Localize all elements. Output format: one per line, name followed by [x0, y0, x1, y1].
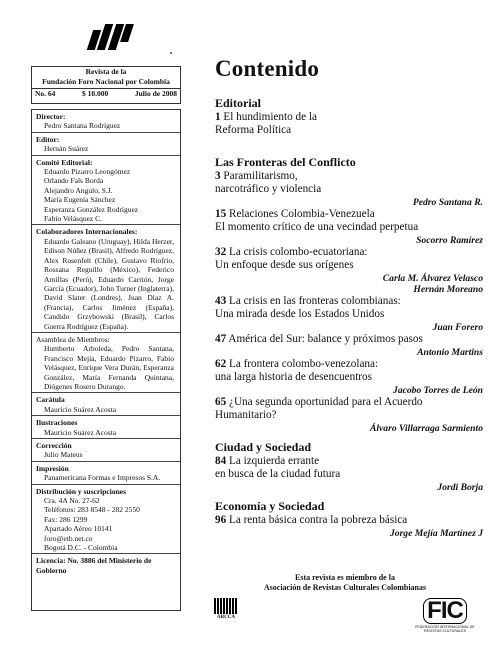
section-heading: Economía y Sociedad [215, 499, 325, 513]
section-heading: Ciudad y Sociedad [215, 440, 312, 454]
arcca-logo [214, 598, 238, 624]
foro-logo [86, 18, 134, 54]
comite-name: Alejandro Angulo, S.J. [44, 185, 113, 195]
entry-author: Antonio Martins [417, 347, 483, 358]
entry-title-line: ¿Una segunda oportunidad para el Acuerdo [228, 396, 423, 408]
page-number: 47 [215, 333, 227, 345]
correccion-label: Corrección [36, 441, 72, 450]
ilustraciones-value: Mauricio Suárez Acosta [44, 427, 117, 437]
entry-title-line: Un enfoque desde sus orígenes [215, 259, 354, 271]
caratula-label: Carátula [36, 395, 65, 405]
table-of-contents [215, 56, 483, 539]
staff-box [31, 109, 181, 611]
issue-number: No. 64 [35, 89, 56, 98]
licencia-text: Licencia: No. 3886 del Ministerio de Gobierno [36, 556, 152, 575]
entry-title-line: Reforma Política [215, 124, 292, 136]
page-number: 3 [215, 170, 221, 182]
city-line: Bogotá D.C. - Colombia [44, 543, 118, 553]
entry-author: Pedro Santana R. [412, 197, 483, 208]
toc-title: Contenido [215, 56, 320, 81]
page-number: 84 [215, 455, 227, 467]
director-label: Director: [36, 112, 66, 121]
caratula-section [32, 392, 180, 415]
impresion-label: Impresión [36, 463, 69, 473]
entry-title-line: La crisis colombo-ecuatoriana: [228, 246, 368, 258]
member-line1: Esta revista es miembro de la [295, 573, 395, 582]
colaboradores-label: Colaboradores Internacionales: [36, 227, 138, 237]
impresion-value: Panamericana Formas e Impresos S.A. [44, 473, 161, 483]
comite-name: Eduardo Pizarro Leongómez [44, 167, 131, 177]
email-line: foro@etb.net.co [44, 533, 93, 543]
page-number: 1 [215, 111, 221, 123]
member-line2: Asociación de Revistas Culturales Colombianas [263, 583, 427, 592]
editor-label: Editor: [36, 134, 60, 144]
editor-section [32, 132, 180, 155]
comite-name: María Eugenia Sánchez [44, 195, 116, 205]
entry-author: Hernán Moreano [413, 284, 483, 295]
comite-name: Fabio Velásquez C. [44, 214, 102, 224]
toc-entry [215, 455, 483, 481]
entry-author: Álvaro Villarraga Sarmiento [369, 423, 483, 434]
comite-label: Comité Editorial: [36, 157, 93, 167]
distribucion-label: Distribución y suscripciones [36, 486, 127, 496]
page-number: 32 [215, 246, 227, 258]
asamblea-text: Humberto Arboleda, Pedro Santana, Francisco Mejía, Eduardo Pizarro, Fabio Velásquez, Enrique Vera Durán, Esperanza González, María Fernanda Quintana, Diógenes Rosero Durango. [44, 344, 174, 391]
licencia-section [32, 553, 180, 576]
caratula-value: Mauricio Suárez Acosta [44, 404, 117, 414]
entry-title-line: América del Sur: balance y próximos pasos [228, 333, 423, 345]
entry-title-line: narcotráfico y violencia [215, 183, 322, 195]
colaboradores-section [32, 224, 180, 331]
section-heading: Editorial [215, 96, 262, 110]
entry-title-line: La crisis en las fronteras colombianas: [228, 295, 401, 307]
toc-entry [215, 295, 483, 321]
magazine-line1: Revista de la [85, 67, 127, 76]
toc-entry [215, 514, 483, 527]
magazine-line2: Fundación Foro Nacional por Colombia [42, 77, 170, 86]
entry-author: Jorge Mejía Martínez J [389, 528, 483, 539]
page-number: 15 [215, 208, 227, 220]
page-number: 43 [215, 295, 227, 307]
toc-entry [215, 111, 483, 137]
issue-price: $ 10.000 [82, 89, 109, 98]
section-heading: Las Fronteras del Conflicto [215, 155, 356, 169]
decorative-dot [170, 52, 172, 54]
impresion-section [32, 461, 180, 484]
toc-entry [215, 170, 483, 196]
entry-title-line: Relaciones Colombia-Venezuela [228, 208, 375, 220]
toc-entry [215, 396, 483, 422]
address-line: Cra. 4A No. 27-62 [44, 496, 100, 506]
entry-title-line: una larga historia de desencuentros [215, 371, 372, 383]
entry-author: Jacobo Torres de León [393, 385, 483, 396]
entry-author: Jordi Borja [437, 482, 483, 493]
fic-caption: FEDERACIÓN INTERNACIONAL DE REVISTAS CULTURALES [415, 625, 475, 633]
membership-note [210, 573, 480, 593]
colaboradores-text: Eduardo Galeano (Uruguay), Hilda Herzer, Edison Núñez (Brasil), Alfredo Rodríguez, Alex Rosenfelt (Chile), Gustavo Riofrío, Rossana Reguillo (México), Federico Arnillas (Perú), Eduardo Carrión, Jorge García (Ecuador), John Turner (Inglaterra), David Slater (Londres), Juan Díaz A. (Francia), Carlos Jiménez (España), Candido Grzybowski (Brasil), Carlos Guerra Rodríguez (España). [44, 236, 174, 331]
toc-entry [215, 333, 483, 346]
editor-value: Hernán Suárez [44, 144, 89, 154]
entry-title-line: El momento crítico de una vecindad perpetua [215, 221, 419, 233]
entry-author: Carla M. Álvarez Velasco [382, 273, 483, 284]
correccion-value: Julio Mateus [44, 450, 83, 460]
entry-title-line: Una mirada desde los Estados Unidos [215, 308, 385, 320]
page-number: 65 [215, 396, 227, 408]
page-number: 96 [215, 514, 227, 526]
distribucion-section [32, 484, 180, 554]
entry-author: Juan Forero [432, 322, 483, 333]
fic-logo-text: FIC [423, 598, 467, 624]
fic-logo [410, 597, 480, 633]
ilustraciones-section [32, 415, 180, 438]
phone-line: Teléfonos: 283 8548 - 282 2550 [44, 505, 140, 515]
page-number: 62 [215, 358, 227, 370]
arcca-label: ARCCA [216, 615, 236, 620]
director-section [32, 110, 180, 132]
toc-entry [215, 208, 483, 234]
entry-title-line: La renta básica contra la pobreza básica [228, 514, 408, 526]
entry-title-line: Humanitario? [215, 409, 277, 421]
comite-name: Esperanza González Rodríguez [44, 204, 139, 214]
ilustraciones-label: Ilustraciones [36, 418, 78, 428]
asamblea-section [32, 332, 180, 392]
comite-name: Orlando Fals Borda [44, 176, 104, 186]
entry-title-line: El hundimiento de la [223, 111, 317, 123]
toc-entry [215, 358, 483, 384]
arcca-bars-icon [214, 598, 238, 614]
entry-title-line: en busca de la ciudad futura [215, 468, 341, 480]
comite-section [32, 155, 180, 225]
magazine-info-box [31, 66, 181, 104]
asamblea-label: Asamblea de Miembros: [36, 334, 110, 344]
entry-title-line: La frontera colombo-venezolana: [228, 358, 379, 370]
entry-title-line: Paramilitarismo, [223, 170, 298, 182]
correccion-section [32, 438, 180, 461]
entry-author: Socorro Ramírez [416, 235, 483, 246]
toc-entry [215, 246, 483, 272]
director-value: Pedro Santana Rodríguez [44, 121, 121, 131]
issue-date: Julio de 2008 [134, 89, 177, 98]
fax-line: Fax: 286 1299 [44, 514, 88, 524]
po-box-line: Apartado Aéreo 10141 [44, 524, 113, 534]
entry-title-line: La izquierda errante [228, 455, 320, 467]
